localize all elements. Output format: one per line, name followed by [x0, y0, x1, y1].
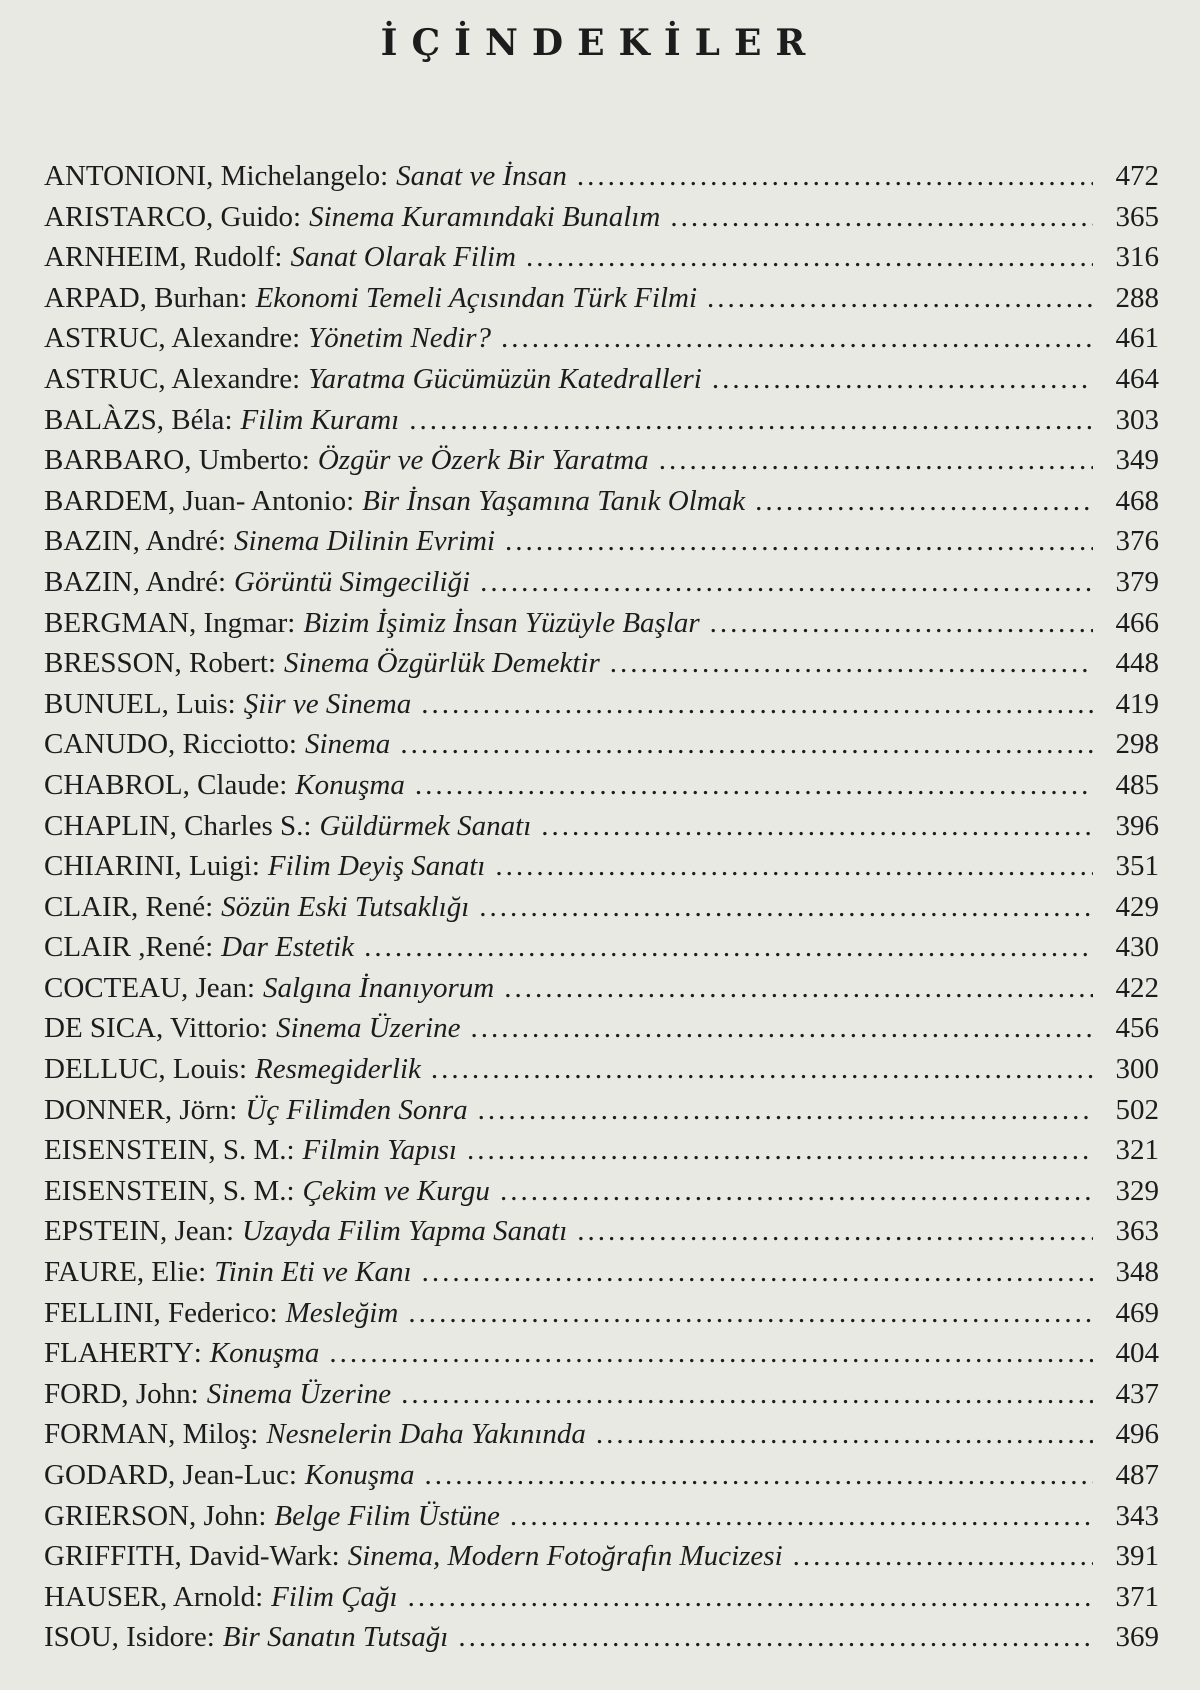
entry-colon: : — [279, 768, 288, 801]
entry-page-number: 391 — [1115, 1540, 1159, 1573]
dot-leader — [409, 400, 1093, 441]
entry-colon: : — [331, 1540, 340, 1573]
dot-leader — [755, 481, 1093, 522]
entry-page-number: 329 — [1115, 1174, 1159, 1207]
dot-leader — [510, 1496, 1093, 1537]
entry-page-number: 468 — [1115, 484, 1159, 517]
entry-work-title: Bizim İşimiz İnsan Yüzüyle Başlar — [303, 606, 700, 639]
entry-author: HAUSER, Arnold — [44, 1580, 256, 1613]
entry-work-title: Tinin Eti ve Kanı — [214, 1256, 412, 1289]
toc-entry — [44, 156, 1159, 197]
entry-page-number: 396 — [1115, 809, 1159, 842]
toc-entry — [44, 1496, 1159, 1537]
entry-colon: : — [205, 931, 214, 964]
entry-page-number: 502 — [1115, 1093, 1159, 1126]
entry-colon: : — [224, 403, 233, 436]
toc-entry — [44, 1293, 1159, 1334]
entry-work-title: Salgına İnanıyorum — [263, 971, 495, 1004]
toc-entry — [44, 481, 1159, 522]
entry-page-number: 404 — [1115, 1337, 1159, 1370]
entry-colon: : — [303, 809, 312, 842]
table-of-contents — [44, 156, 1159, 1658]
entry-work-title: Yönetim Nedir? — [308, 322, 492, 355]
entry-author: ARISTARCO, Guido — [44, 200, 294, 233]
entry-page-number: 343 — [1115, 1499, 1159, 1532]
toc-entry — [44, 1008, 1159, 1049]
dot-leader — [504, 968, 1093, 1009]
dot-leader — [577, 1211, 1093, 1252]
entry-author: CHABROL, Claude — [44, 768, 280, 801]
entry-colon: : — [274, 241, 283, 274]
toc-entry — [44, 359, 1159, 400]
entry-colon: : — [205, 890, 214, 923]
entry-colon: : — [380, 160, 389, 192]
entry-work-title: Filim Deyiş Sanatı — [267, 850, 486, 883]
entry-colon: : — [250, 1418, 259, 1451]
toc-entry — [44, 1455, 1159, 1496]
dot-leader — [480, 562, 1093, 603]
entry-page-number: 419 — [1115, 687, 1159, 720]
dot-leader — [364, 927, 1093, 968]
dot-leader — [577, 156, 1093, 197]
entry-work-title: Konuşma — [209, 1337, 320, 1370]
entry-work-title: Sinema Kuramındaki Bunalım — [309, 200, 661, 233]
dot-leader — [479, 887, 1093, 928]
entry-work-title: Sinema — [304, 728, 391, 761]
entry-author: ARPAD, Burhan — [44, 281, 240, 314]
entry-page-number: 456 — [1115, 1012, 1159, 1045]
entry-colon: : — [292, 362, 301, 395]
entry-work-title: Uzayda Filim Yapma Sanatı — [242, 1215, 568, 1248]
entry-author: EPSTEIN, Jean — [44, 1215, 227, 1248]
dot-leader — [712, 359, 1093, 400]
entry-work-title: Konuşma — [295, 768, 405, 801]
entry-colon: : — [206, 1621, 215, 1654]
entry-work-title: Şiir ve Sinema — [243, 687, 412, 720]
entry-work-title: Ekonomi Temeli Açısından Türk Filmi — [255, 281, 698, 314]
entry-colon: : — [251, 850, 260, 883]
entry-colon: : — [198, 1256, 207, 1289]
entry-page-number: 379 — [1115, 565, 1159, 598]
entry-colon: : — [217, 565, 227, 598]
dot-leader — [478, 1090, 1093, 1131]
toc-entry — [44, 318, 1159, 359]
entry-colon: : — [190, 1377, 199, 1410]
entry-page-number: 422 — [1115, 971, 1159, 1004]
toc-entry — [44, 887, 1159, 928]
entry-work-title: Sinema, Modern Fotoğrafın Mucizesi — [347, 1540, 783, 1573]
entry-page-number: 437 — [1115, 1377, 1159, 1410]
toc-entry — [44, 400, 1159, 441]
dot-leader — [415, 765, 1093, 806]
entry-page-number: 429 — [1115, 890, 1159, 923]
toc-entry — [44, 1211, 1159, 1252]
entry-colon: : — [301, 444, 310, 477]
entry-colon: : — [286, 1174, 295, 1207]
toc-entry — [44, 1374, 1159, 1415]
entry-colon: : — [287, 606, 296, 639]
toc-entry — [44, 1617, 1159, 1658]
toc-entry — [44, 1577, 1159, 1618]
dot-leader — [596, 1414, 1093, 1455]
entry-work-title: Filim Kuramı — [240, 403, 400, 436]
entry-colon: : — [269, 1296, 278, 1329]
entry-colon: : — [193, 1337, 202, 1370]
entry-page-number: 469 — [1115, 1296, 1159, 1329]
entry-colon: : — [238, 1053, 247, 1086]
entry-author: CANUDO, Ricciotto — [44, 728, 289, 761]
toc-entry — [44, 278, 1159, 319]
entry-page-number: 349 — [1115, 444, 1159, 477]
entry-colon: : — [226, 1215, 235, 1248]
dot-leader — [541, 806, 1093, 847]
entry-author: ANTONIONI, Michelangelo — [44, 160, 381, 192]
entry-page-number: 316 — [1115, 241, 1159, 274]
entry-page-number: 487 — [1115, 1459, 1159, 1491]
entry-page-number: 466 — [1115, 606, 1159, 639]
entry-author: ASTRUC, Alexandre — [44, 322, 293, 355]
dot-leader — [421, 684, 1093, 725]
entry-page-number: 376 — [1115, 525, 1159, 558]
toc-entry — [44, 724, 1159, 765]
entry-colon: : — [293, 200, 302, 233]
entry-page-number: 371 — [1115, 1580, 1159, 1613]
entry-page-number: 430 — [1115, 931, 1159, 964]
entry-page-number: 300 — [1115, 1053, 1159, 1086]
toc-entry — [44, 237, 1159, 278]
entry-work-title: Bir Sanatın Tutsağı — [222, 1621, 449, 1654]
dot-leader — [431, 1049, 1093, 1090]
entry-page-number: 288 — [1115, 281, 1159, 314]
entry-author: BAZIN, André — [44, 525, 218, 558]
entry-author: EISENSTEIN, S. M. — [44, 1174, 287, 1207]
toc-entry — [44, 521, 1159, 562]
dot-leader — [526, 237, 1093, 278]
toc-entry — [44, 684, 1159, 725]
entry-work-title: Sinema Üzerine — [206, 1377, 392, 1410]
entry-author: EISENSTEIN, S. M. — [44, 1134, 287, 1167]
entry-author: CHIARINI, Luigi — [44, 850, 252, 883]
entry-author: CLAIR, René — [44, 890, 206, 923]
entry-author: BARBARO, Umberto — [44, 444, 302, 477]
toc-entry — [44, 806, 1159, 847]
toc-entry — [44, 1090, 1159, 1131]
entry-page-number: 472 — [1115, 160, 1159, 192]
dot-leader — [408, 1577, 1093, 1618]
entry-author: BALÀZS, Béla — [44, 403, 225, 436]
entry-work-title: Sanat ve İnsan — [396, 160, 567, 192]
toc-entry — [44, 562, 1159, 603]
entry-author: COCTEAU, Jean — [44, 971, 247, 1004]
entry-author: ASTRUC, Alexandre — [44, 362, 293, 395]
entry-author: BERGMAN, Ingmar — [44, 606, 288, 639]
toc-entry — [44, 1049, 1159, 1090]
dot-leader — [610, 643, 1093, 684]
entry-colon: : — [227, 687, 236, 720]
dot-leader — [500, 1171, 1093, 1212]
entry-colon: : — [346, 484, 355, 517]
entry-author: FLAHERTY — [44, 1337, 194, 1370]
entry-colon: : — [258, 1499, 267, 1532]
entry-colon: : — [292, 322, 301, 355]
dot-leader — [505, 521, 1093, 562]
entry-work-title: Nesnelerin Daha Yakınında — [266, 1418, 586, 1451]
entry-author: CHAPLIN, Charles S. — [44, 809, 304, 842]
entry-work-title: Yaratma Gücümüzün Katedralleri — [308, 362, 702, 395]
entry-page-number: 448 — [1115, 647, 1159, 680]
dot-leader — [670, 197, 1093, 238]
entry-work-title: Sözün Eski Tutsaklığı — [221, 890, 470, 923]
entry-author: DE SICA, Vittorio — [44, 1012, 261, 1045]
dot-leader — [401, 1374, 1093, 1415]
entry-page-number: 496 — [1115, 1418, 1159, 1451]
entry-work-title: Güldürmek Sanatı — [319, 809, 532, 842]
toc-entry — [44, 765, 1159, 806]
entry-work-title: Filim Çağı — [271, 1580, 398, 1613]
entry-page-number: 365 — [1115, 200, 1159, 233]
entry-colon: : — [239, 281, 248, 314]
entry-colon: : — [246, 971, 256, 1004]
toc-entry — [44, 603, 1159, 644]
toc-entry — [44, 197, 1159, 238]
entry-work-title: Üç Filimden Sonra — [245, 1093, 468, 1126]
entry-work-title: Konuşma — [304, 1459, 415, 1491]
entry-author: GRIFFITH, David-Wark — [44, 1540, 332, 1573]
dot-leader — [471, 1008, 1093, 1049]
entry-page-number: 321 — [1115, 1134, 1159, 1167]
entry-author: BARDEM, Juan- Antonio — [44, 484, 347, 517]
entry-author: BRESSON, Robert — [44, 647, 268, 680]
entry-page-number: 298 — [1115, 728, 1159, 761]
entry-author: DELLUC, Louis — [44, 1053, 239, 1086]
entry-author: BUNUEL, Luis — [44, 687, 228, 720]
toc-entry — [44, 1536, 1159, 1577]
entry-work-title: Mesleğim — [285, 1296, 399, 1329]
entry-colon: : — [217, 525, 227, 558]
dot-leader — [467, 1130, 1093, 1171]
entry-page-number: 363 — [1115, 1215, 1159, 1248]
toc-entry — [44, 968, 1159, 1009]
entry-colon: : — [288, 1459, 297, 1491]
entry-author: ISOU, Isidore — [44, 1621, 207, 1654]
entry-page-number: 351 — [1115, 850, 1159, 883]
entry-colon: : — [288, 728, 297, 761]
entry-author: GRIERSON, John — [44, 1499, 259, 1532]
dot-leader — [400, 724, 1093, 765]
toc-entry — [44, 440, 1159, 481]
entry-author: FORD, John — [44, 1377, 191, 1410]
dot-leader — [495, 846, 1093, 887]
toc-entry — [44, 643, 1159, 684]
dot-leader — [710, 603, 1093, 644]
entry-page-number: 461 — [1115, 322, 1159, 355]
toc-entry — [44, 1414, 1159, 1455]
dot-leader — [793, 1536, 1093, 1577]
entry-author: CLAIR ,René — [44, 931, 206, 964]
entry-page-number: 464 — [1115, 362, 1159, 395]
entry-work-title: Resmegiderlik — [255, 1053, 421, 1086]
entry-author: GODARD, Jean-Luc — [44, 1459, 289, 1491]
entry-work-title: Görüntü Simgeciliği — [234, 565, 471, 598]
dot-leader — [707, 278, 1093, 319]
entry-page-number: 369 — [1115, 1621, 1159, 1654]
entry-work-title: Sinema Üzerine — [276, 1012, 461, 1045]
toc-entry — [44, 927, 1159, 968]
entry-work-title: Özgür ve Özerk Bir Yaratma — [317, 444, 649, 477]
entry-colon: : — [267, 647, 277, 680]
dot-leader — [422, 1252, 1093, 1293]
toc-entry — [44, 1130, 1159, 1171]
dot-leader — [329, 1333, 1093, 1374]
entry-work-title: Filmin Yapısı — [302, 1134, 457, 1167]
entry-author: FORMAN, Miloş — [44, 1418, 251, 1451]
entry-author: ARNHEIM, Rudolf — [44, 241, 275, 274]
toc-entry — [44, 1171, 1159, 1212]
toc-entry — [44, 1333, 1159, 1374]
entry-work-title: Dar Estetik — [221, 931, 355, 964]
entry-page-number: 303 — [1115, 403, 1159, 436]
entry-colon: : — [260, 1012, 269, 1045]
entry-work-title: Belge Filim Üstüne — [274, 1499, 500, 1532]
entry-work-title: Sanat Olarak Filim — [290, 241, 516, 274]
entry-author: BAZIN, André — [44, 565, 218, 598]
dot-leader — [501, 318, 1093, 359]
entry-author: FAURE, Elie — [44, 1256, 199, 1289]
entry-work-title: Sinema Özgürlük Demektir — [284, 647, 600, 680]
entry-page-number: 348 — [1115, 1256, 1159, 1289]
dot-leader — [424, 1455, 1093, 1496]
entry-page-number: 485 — [1115, 768, 1159, 801]
dot-leader — [458, 1617, 1093, 1658]
toc-entry — [44, 846, 1159, 887]
entry-author: FELLINI, Federico — [44, 1296, 270, 1329]
page-title: İÇİNDEKİLER — [380, 22, 820, 64]
entry-colon: : — [286, 1134, 295, 1167]
dot-leader — [659, 440, 1093, 481]
entry-work-title: Çekim ve Kurgu — [302, 1174, 490, 1207]
entry-colon: : — [255, 1580, 264, 1613]
entry-colon: : — [229, 1093, 238, 1126]
entry-work-title: Sinema Dilinin Evrimi — [234, 525, 496, 558]
entry-author: DONNER, Jörn — [44, 1093, 230, 1126]
entry-work-title: Bir İnsan Yaşamına Tanık Olmak — [362, 484, 746, 517]
dot-leader — [408, 1293, 1093, 1334]
toc-entry — [44, 1252, 1159, 1293]
